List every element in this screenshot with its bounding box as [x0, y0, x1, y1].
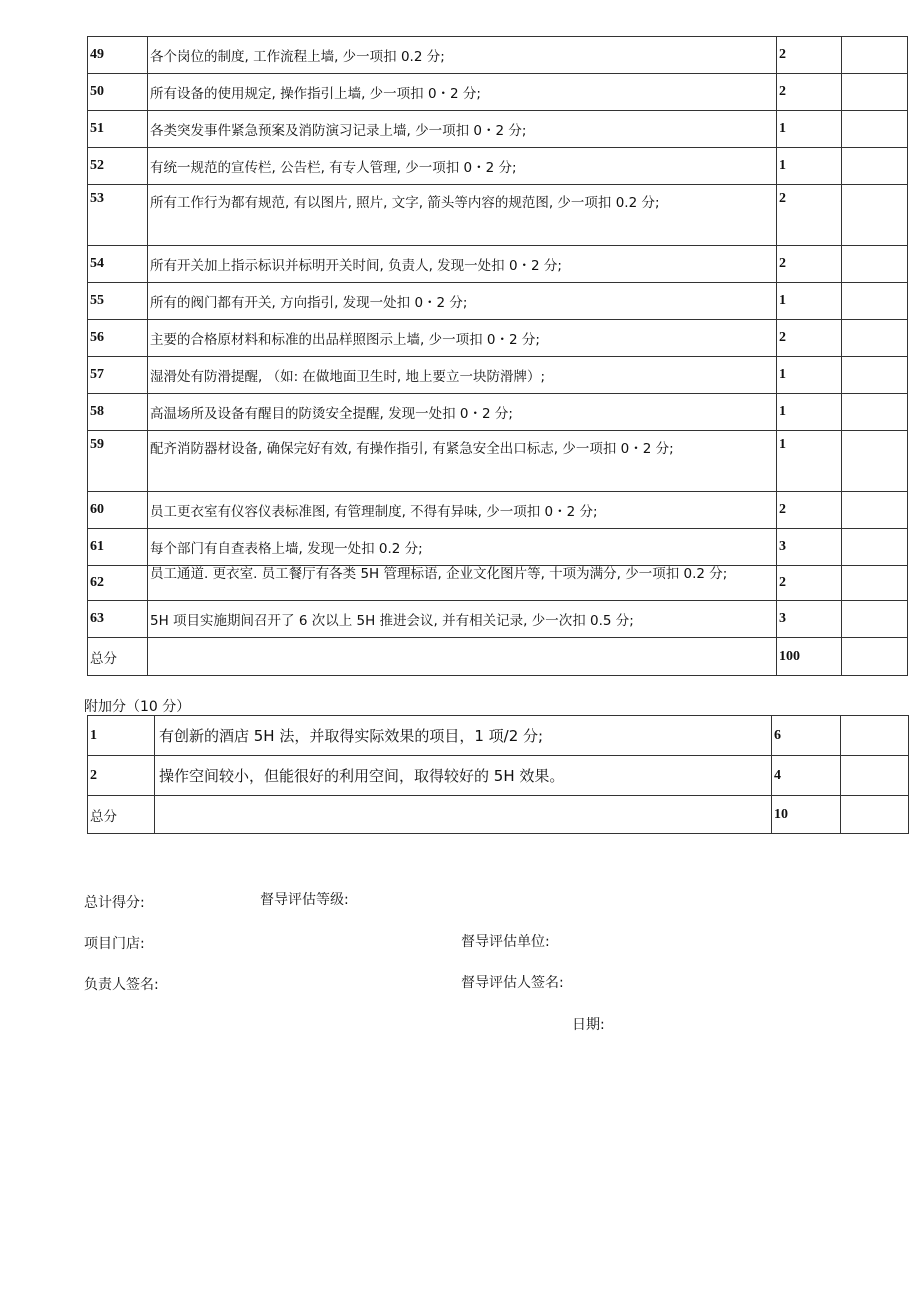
bonus-section-title: 附加分（10 分） [84, 699, 191, 715]
table-row [88, 37, 908, 74]
row-number: 55 [88, 283, 148, 320]
total-score: 10 [772, 796, 841, 834]
row-number: 1 [88, 716, 155, 756]
row-number: 50 [88, 74, 148, 111]
row-criteria: 所有设备的使用规定, 操作指引上墙, 少一项扣 0・2 分; [148, 74, 777, 111]
manager-signature-label: 负责人签名: [84, 977, 159, 993]
row-criteria: 有统一规范的宣传栏, 公告栏, 有专人管理, 少一项扣 0・2 分; [148, 148, 777, 185]
row-actual-score [842, 37, 908, 74]
row-score: 1 [777, 357, 842, 394]
supervisor-signature-label: 督导评估人签名: [461, 975, 564, 991]
row-actual-score [842, 283, 908, 320]
row-criteria: 高温场所及设备有醒目的防烫安全提醒, 发现一处扣 0・2 分; [148, 394, 777, 431]
row-actual-score [842, 148, 908, 185]
row-score: 1 [777, 394, 842, 431]
table-row [88, 394, 908, 431]
total-score-label: 总计得分: [84, 895, 145, 911]
row-actual-score [842, 529, 908, 566]
row-score: 1 [777, 431, 842, 492]
checklist-table [87, 36, 908, 676]
total-actual-score [842, 638, 908, 676]
row-score: 2 [777, 492, 842, 529]
table-row [88, 320, 908, 357]
row-criteria: 配齐消防器材设备, 确保完好有效, 有操作指引, 有紧急安全出口标志, 少一项扣 0・2 分; [148, 431, 777, 492]
row-score: 2 [777, 566, 842, 601]
bonus-table [87, 715, 909, 834]
total-row [88, 638, 908, 676]
row-score: 2 [777, 37, 842, 74]
row-number: 56 [88, 320, 148, 357]
row-criteria: 所有开关加上指示标识并标明开关时间, 负责人, 发现一处扣 0・2 分; [148, 246, 777, 283]
row-criteria [148, 566, 777, 601]
table-row [88, 283, 908, 320]
total-label: 总分 [88, 638, 148, 676]
table-row [88, 74, 908, 111]
table-row [88, 756, 909, 796]
row-actual-score [842, 320, 908, 357]
row-number: 59 [88, 431, 148, 492]
row-actual-score [842, 185, 908, 246]
row-number: 52 [88, 148, 148, 185]
row-score: 2 [777, 185, 842, 246]
row-criteria: 操作空间较小，但能很好的利用空间，取得较好的 5H 效果。 [155, 756, 772, 796]
row-score: 1 [777, 111, 842, 148]
row-actual-score [841, 716, 909, 756]
row-number: 62 [88, 566, 148, 601]
row-actual-score [842, 111, 908, 148]
row-actual-score [842, 431, 908, 492]
total-blank [148, 638, 777, 676]
row-criteria: 湿滑处有防滑提醒, （如: 在做地面卫生时, 地上要立一块防滑牌）; [148, 357, 777, 394]
row-score: 3 [777, 601, 842, 638]
row-actual-score [841, 756, 909, 796]
row-criteria: 主要的合格原材料和标准的出品样照图示上墙, 少一项扣 0・2 分; [148, 320, 777, 357]
table-row [88, 185, 908, 246]
total-blank [155, 796, 772, 834]
row-score: 1 [777, 148, 842, 185]
table-row [88, 529, 908, 566]
table-row [88, 716, 909, 756]
row-score: 4 [772, 756, 841, 796]
table-row [88, 601, 908, 638]
date-label: 日期: [572, 1017, 605, 1033]
unit-label: 督导评估单位: [461, 934, 550, 950]
row-number: 63 [88, 601, 148, 638]
row-criteria: 5H 项目实施期间召开了 6 次以上 5H 推进会议, 并有相关记录, 少一次扣 0.5 分; [148, 601, 777, 638]
row-score: 3 [777, 529, 842, 566]
row-score: 2 [777, 246, 842, 283]
total-row [88, 796, 909, 834]
row-criteria: 员工更衣室有仪容仪表标准图, 有管理制度, 不得有异味, 少一项扣 0・2 分; [148, 492, 777, 529]
row-criteria: 各类突发事件紧急预案及消防演习记录上墙, 少一项扣 0・2 分; [148, 111, 777, 148]
row-actual-score [842, 394, 908, 431]
row-actual-score [842, 566, 908, 601]
row-score: 2 [777, 74, 842, 111]
row-criteria: 每个部门有自查表格上墙, 发现一处扣 0.2 分; [148, 529, 777, 566]
table-row [88, 148, 908, 185]
table-row [88, 492, 908, 529]
row-criteria-text: 员工通道. 更衣室. 员工餐厅有各类 5H 管理标语, 企业文化图片等, 十项为满分, 少一项扣 0.2 分; [150, 566, 728, 582]
table-row [88, 357, 908, 394]
row-score: 2 [777, 320, 842, 357]
row-number: 2 [88, 756, 155, 796]
row-number: 54 [88, 246, 148, 283]
total-label: 总分 [88, 796, 155, 834]
table-row [88, 431, 908, 492]
total-actual-score [841, 796, 909, 834]
grade-label: 督导评估等级: [260, 892, 349, 908]
row-number: 53 [88, 185, 148, 246]
row-score: 6 [772, 716, 841, 756]
store-label: 项目门店: [84, 936, 145, 952]
row-criteria: 所有工作行为都有规范, 有以图片, 照片, 文字, 箭头等内容的规范图, 少一项扣 0.2 分; [148, 185, 777, 246]
row-actual-score [842, 492, 908, 529]
row-criteria: 有创新的酒店 5H 法，并取得实际效果的项目，1 项/2 分; [155, 716, 772, 756]
table-row [88, 111, 908, 148]
row-criteria: 各个岗位的制度, 工作流程上墙, 少一项扣 0.2 分; [148, 37, 777, 74]
table-row [88, 566, 908, 601]
row-actual-score [842, 246, 908, 283]
row-number: 57 [88, 357, 148, 394]
row-number: 58 [88, 394, 148, 431]
row-criteria: 所有的阀门都有开关, 方向指引, 发现一处扣 0・2 分; [148, 283, 777, 320]
total-score: 100 [777, 638, 842, 676]
row-number: 60 [88, 492, 148, 529]
row-actual-score [842, 74, 908, 111]
row-score: 1 [777, 283, 842, 320]
row-number: 51 [88, 111, 148, 148]
row-number: 61 [88, 529, 148, 566]
row-number: 49 [88, 37, 148, 74]
table-row [88, 246, 908, 283]
row-actual-score [842, 601, 908, 638]
row-actual-score [842, 357, 908, 394]
